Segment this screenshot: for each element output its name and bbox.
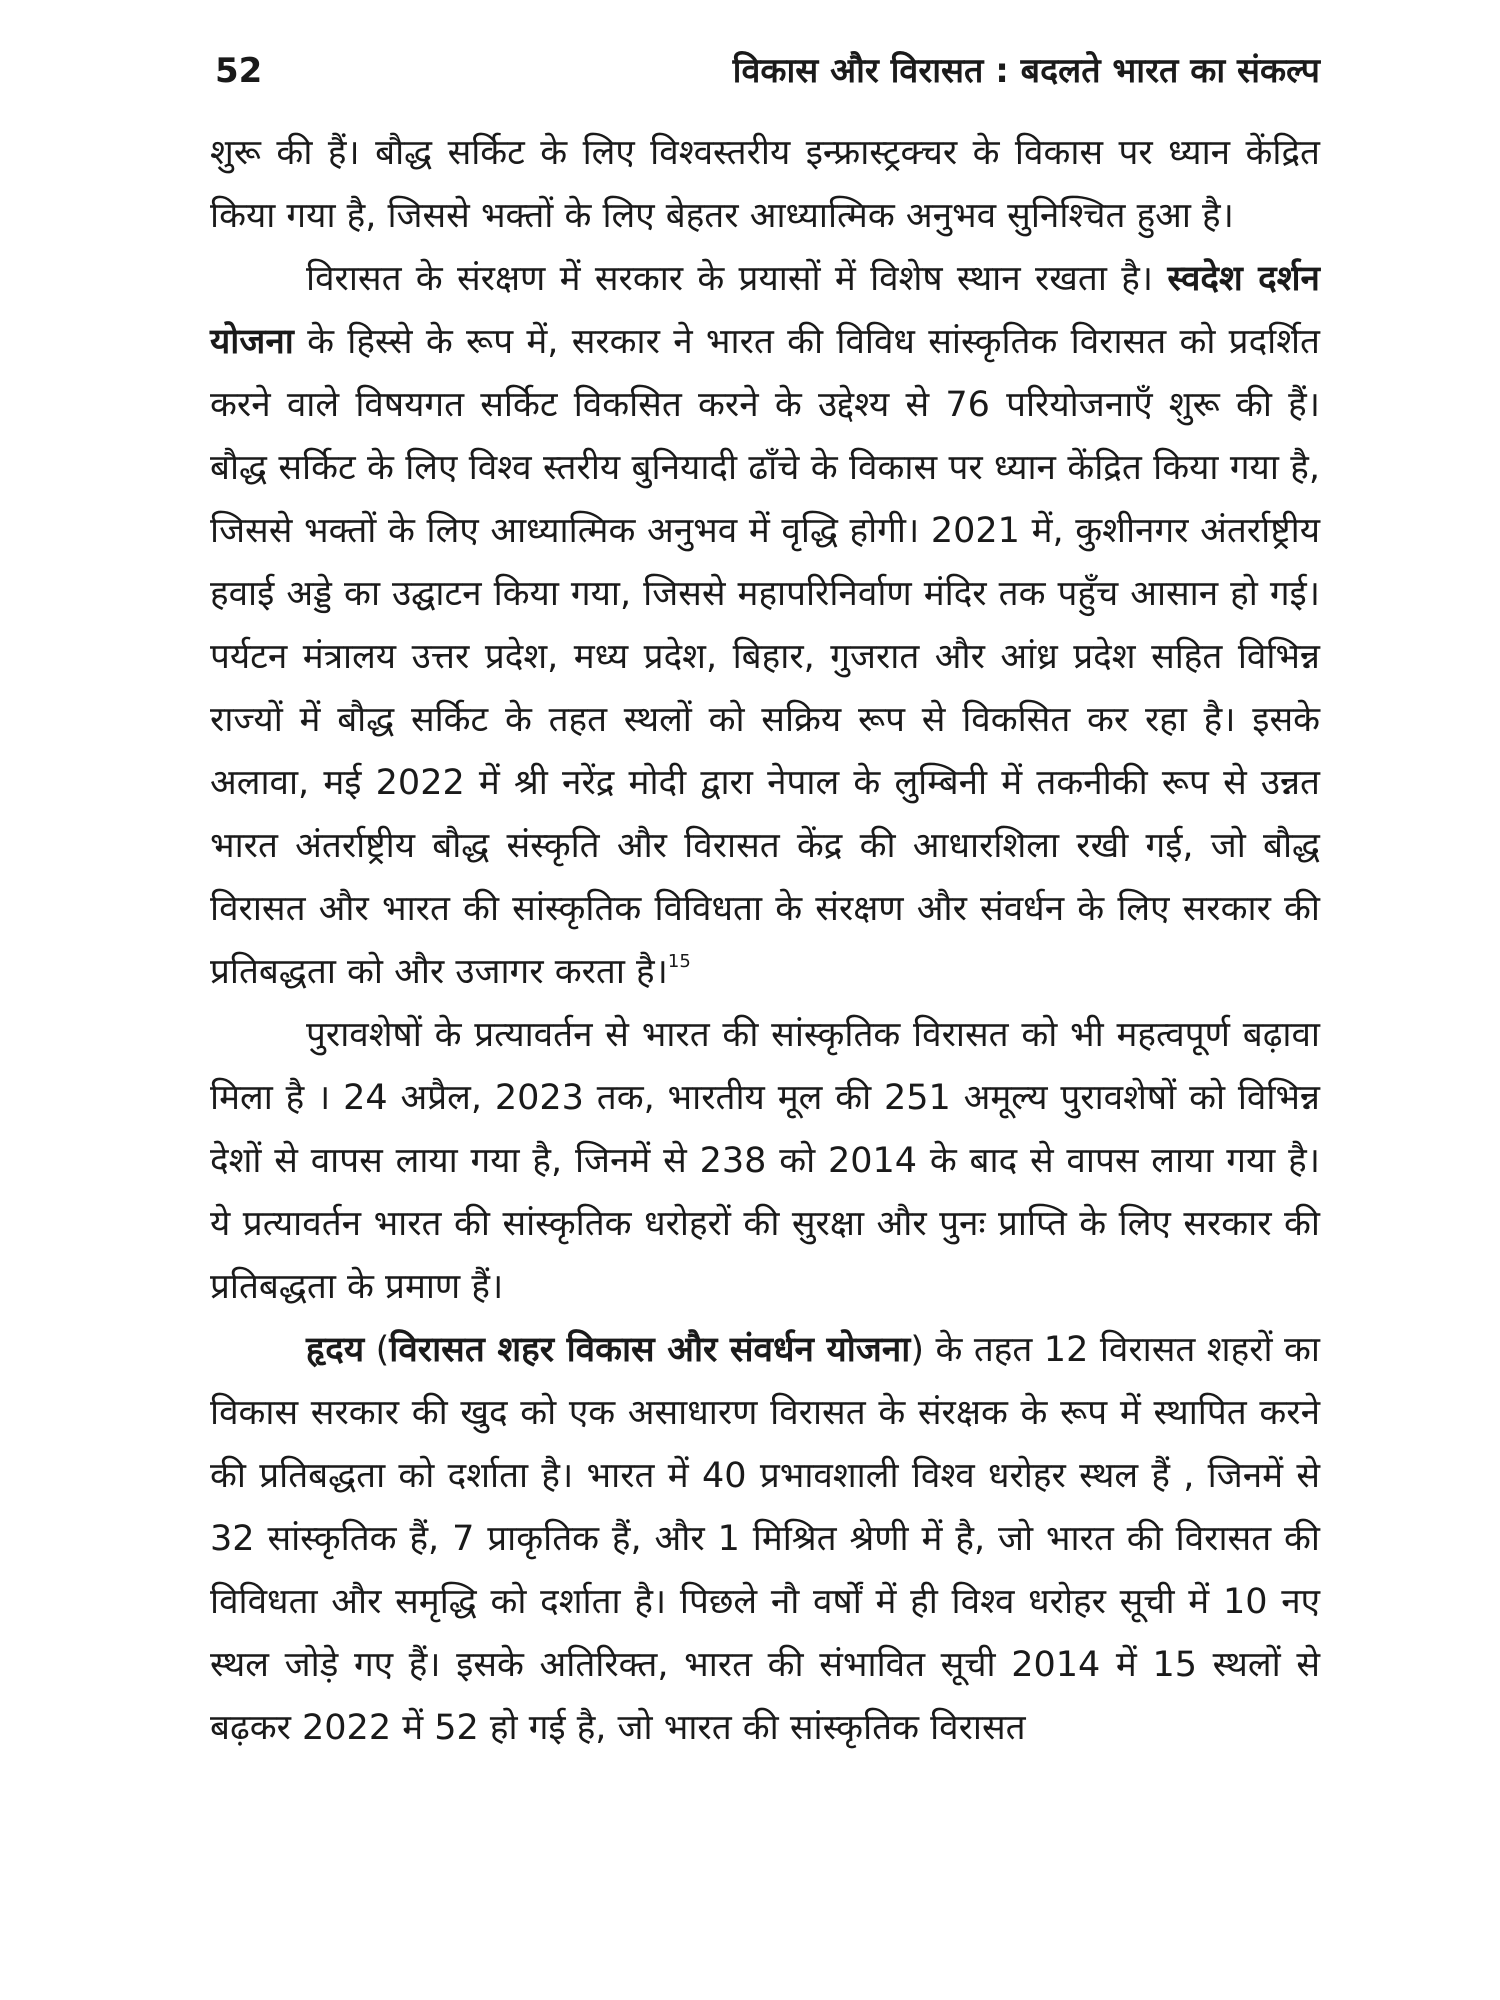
text-run: विरासत के संरक्षण में सरकार के प्रयासों में विशेष स्थान रखता है। — [306, 259, 1168, 299]
text-run: ) के तहत 12 विरासत शहरों का विकास सरकार की खुद को एक असाधारण विरासत के संरक्षक के रूप में स्थापित करने की प्रतिबद्धता को दर्शाता है। भारत में 40 प्रभावशाली विश्व धरोहर स्थल हैं , जिनमें से 32 सांस्कृतिक हैं, 7 प्राकृतिक हैं, और 1 मिश्रित श्रेणी में है, जो भारत की विरासत की विविधता और समृद्धि को दर्शाता है। पिछले नौ वर्षों में ही विश्व धरोहर सूची में 10 नए स्थल जोड़े गए हैं। इसके अतिरिक्त, भारत की संभावित सूची 2014 में 15 स्थलों से बढ़कर 2022 में 52 हो गई है, जो भारत की सांस्कृतिक विरासत — [210, 1330, 1320, 1748]
footnote-ref: 15 — [667, 951, 691, 972]
bold-term: हृदय — [306, 1330, 365, 1370]
running-title: विकास और विरासत : बदलते भारत का संकल्प — [732, 51, 1320, 91]
body-text — [210, 122, 1320, 1760]
paragraph-2 — [210, 248, 1320, 1004]
text-run: के हिस्से के रूप में, सरकार ने भारत की विविध सांस्कृतिक विरासत को प्रदर्शित करने वाले विषयगत सर्किट विकसित करने के उद्देश्य से 76 परियोजनाएँ शुरू की हैं। बौद्ध सर्किट के लिए विश्व स्तरीय बुनियादी ढाँचे के विकास पर ध्यान केंद्रित किया गया है, जिससे भक्तों के लिए आध्यात्मिक अनुभव में वृद्धि होगी। 2021 में, कुशीनगर अंतर्राष्ट्रीय हवाई अड्डे का उद्घाटन किया गया, जिससे महापरिनिर्वाण मंदिर तक पहुँच आसान हो गई। पर्यटन मंत्रालय उत्तर प्रदेश, मध्य प्रदेश, बिहार, गुजरात और आंध्र प्रदेश सहित विभिन्न राज्यों में बौद्ध सर्किट के तहत स्थलों को सक्रिय रूप से विकसित कर रहा है। इसके अलावा, मई 2022 में श्री नरेंद्र मोदी द्वारा नेपाल के लुम्बिनी में तकनीकी रूप से उन्नत भारत अंतर्राष्ट्रीय बौद्ध संस्कृति और विरासत केंद्र की आधारशिला रखी गई, जो बौद्ध विरासत और भारत की सांस्कृतिक विविधता के संरक्षण और संवर्धन के लिए सरकार की प्रतिबद्धता को और उजागर करता है। — [210, 322, 1320, 992]
text-run: ( — [364, 1330, 390, 1370]
paragraph-1 — [210, 122, 1320, 248]
page-number: 52 — [215, 51, 263, 91]
bold-term: विरासत शहर विकास और संवर्धन योजना — [389, 1330, 911, 1370]
bold-term: स्वदेश दर्शन योजना — [210, 259, 1320, 362]
text-run: पुरावशेषों के प्रत्यावर्तन से भारत की सांस्कृतिक विरासत को भी महत्वपूर्ण बढ़ावा मिला है । 24 अप्रैल, 2023 तक, भारतीय मूल की 251 अमूल्य पुरावशेषों को विभिन्न देशों से वापस लाया गया है, जिनमें से 238 को 2014 के बाद से वापस लाया गया है। ये प्रत्यावर्तन भारत की सांस्कृतिक धरोहरों की सुरक्षा और पुनः प्राप्ति के लिए सरकार की प्रतिबद्धता के प्रमाण हैं। — [210, 1015, 1320, 1307]
text-run: शुरू की हैं। बौद्ध सर्किट के लिए विश्वस्तरीय इन्फ्रास्ट्रक्चर के विकास पर ध्यान केंद्रित किया गया है, जिससे भक्तों के लिए बेहतर आध्यात्मिक अनुभव सुनिश्चित हुआ है। — [210, 133, 1320, 236]
paragraph-3 — [210, 1004, 1320, 1319]
paragraph-4 — [210, 1319, 1320, 1760]
running-head — [215, 46, 1320, 116]
